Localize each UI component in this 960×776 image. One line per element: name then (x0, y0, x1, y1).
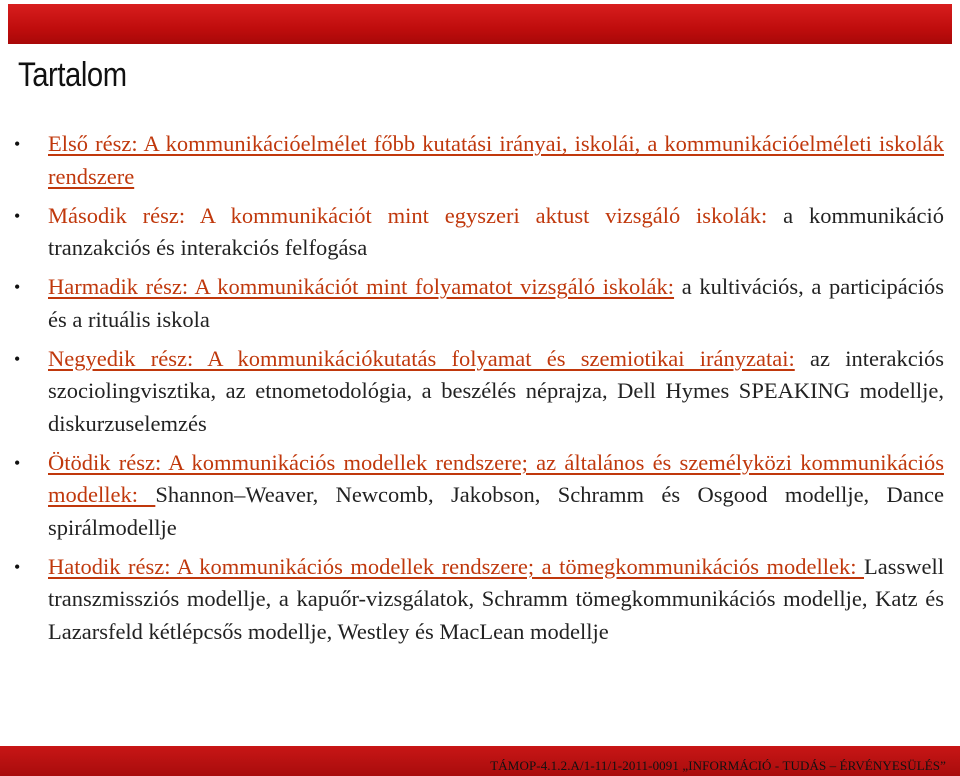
list-item (14, 343, 944, 441)
bullet-icon: • (14, 556, 21, 577)
bullet-icon: • (14, 277, 21, 297)
section-link-2[interactable]: Második rész: A kommunikációt mint egyszeri aktust vizsgáló iskolák: (48, 202, 784, 228)
section-description: az interakciós szociolingvisztika, az etnometodológia, a beszélés néprajza, Dell Hymes SPEAKING modellje, diskurzuselemzés (48, 345, 944, 436)
section-description: Lasswell transzmissziós modellje, a kapuőr-vizsgálatok, Schramm tömegkommunikációs modellje, Katz és Lazarsfeld kétlépcsős modellje, Westley és MacLean modellje (48, 553, 944, 644)
footer-text: TÁMOP-4.1.2.A/1-11/1-2011-0091 „INFORMÁCIÓ - TUDÁS – ÉRVÉNYESÜLÉS” (490, 758, 946, 773)
list-item (14, 551, 944, 649)
list-item (14, 447, 944, 545)
section-description: Shannon–Weaver, Newcomb, Jakobson, Schramm és Osgood modellje, Dance spirálmodellje (48, 482, 944, 540)
section-link-4[interactable]: Negyedik rész: A kommunikációkutatás folyamat és szemiotikai irányzatai: (48, 345, 795, 371)
bullet-icon: • (14, 205, 21, 226)
contents-list (14, 128, 944, 655)
bullet-icon: • (14, 134, 21, 154)
section-link-6[interactable]: Hatodik rész: A kommunikációs modellek rendszere; a tömegkommunikációs modellek: (48, 553, 865, 579)
section-description: a kommunikáció tranzakciós és interakciós felfogása (48, 202, 944, 260)
list-item (14, 128, 944, 193)
section-link-5[interactable]: Ötödik rész: A kommunikációs modellek rendszere; az általános és személyközi kommunikációs modellek: (48, 449, 944, 507)
section-link-3[interactable]: Harmadik rész: A kommunikációt mint folyamatot vizsgáló iskolák: (48, 274, 675, 299)
list-item (14, 200, 944, 265)
header-bar (8, 4, 952, 44)
bullet-icon: • (14, 452, 21, 473)
list-item (14, 271, 944, 336)
bullet-icon: • (14, 348, 21, 369)
section-description: a kultivációs, a participációs és a rituális iskola (48, 274, 944, 332)
section-link-1[interactable]: Első rész: A kommunikációelmélet főbb kutatási irányai, iskolái, a kommunikációelméleti iskolák rendszere (48, 131, 944, 189)
page-title: Tartalom (18, 56, 127, 94)
